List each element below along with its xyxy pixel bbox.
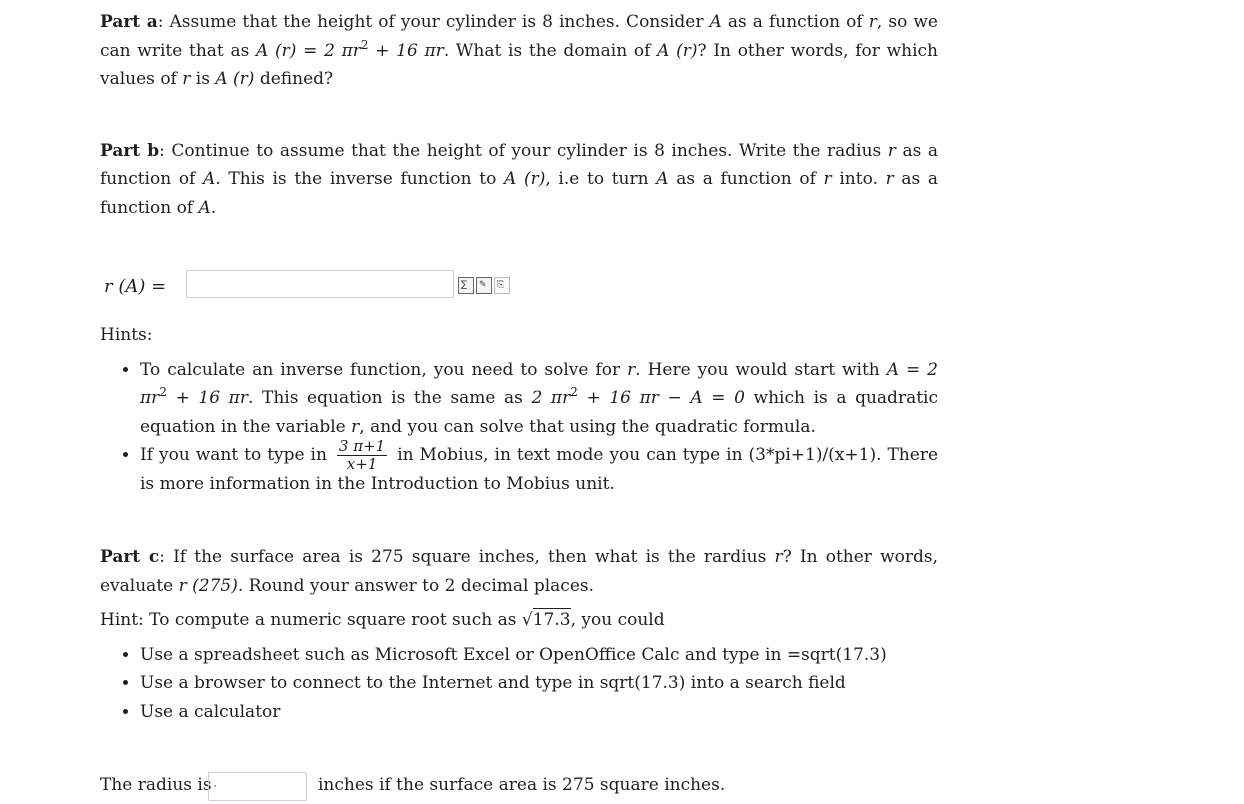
math-var: r — [823, 169, 832, 189]
math-exponent: 2 — [570, 385, 578, 399]
text-segment: . This equation is the same as — [247, 388, 532, 408]
math-expr: + 16 πr — [368, 40, 444, 61]
math-expr: A = 2 πr — [140, 359, 938, 408]
math-var: A — [203, 169, 216, 189]
text-segment: . Here you would start with — [635, 359, 887, 380]
text-segment: : If the surface area is 275 square inches, then what is the rardius — [159, 547, 775, 567]
math-expr: A (r) — [657, 40, 698, 61]
preview-icon[interactable]: ✎ — [476, 277, 492, 294]
hints-title: Hints: — [100, 325, 153, 345]
answer-row-b — [100, 270, 938, 312]
text-segment: , i.e to turn — [545, 169, 657, 189]
hints-list — [100, 356, 938, 499]
part-a-text — [100, 8, 938, 94]
final-answer-row — [100, 772, 938, 804]
text-segment: as a function of — [100, 169, 939, 218]
list-item: • Use a calculator — [140, 698, 938, 727]
answer-b-input[interactable] — [186, 270, 454, 298]
fraction-denominator: x+1 — [346, 455, 378, 473]
text-segment: If you want to type in — [140, 445, 333, 465]
list-item: • Use a spreadsheet such as Microsoft Excel or OpenOffice Calc and type in =sqrt(17.3) — [140, 641, 938, 670]
question-container — [100, 8, 938, 804]
text-segment: ? In other words, for which values of — [100, 40, 938, 89]
answer-b-label: r (A) = — [104, 276, 167, 297]
text-segment: as a function of — [100, 140, 938, 189]
math-tools — [458, 277, 510, 294]
part-c-text — [100, 543, 938, 600]
text-segment: into. — [831, 169, 886, 189]
fraction-numerator: 3 π+1 — [338, 437, 386, 455]
math-expr: r (275) — [178, 575, 238, 596]
math-var: A — [656, 169, 669, 189]
math-var: A — [709, 12, 722, 32]
text-segment: as a function of — [668, 169, 824, 189]
radius-input[interactable] — [208, 772, 307, 801]
math-exponent: 2 — [360, 37, 369, 52]
equation-editor-icon[interactable]: ∑ — [458, 277, 474, 294]
text-segment: : Assume that the height of your cylinder is 8 inches. Consider — [157, 12, 710, 32]
text-segment: . This is the inverse function to — [215, 169, 505, 189]
part-b-label: Part b — [100, 140, 160, 161]
text-segment: ? In other words, evaluate — [100, 547, 938, 596]
fraction — [337, 439, 387, 472]
hint-item-mobius — [140, 437, 939, 498]
text-segment: To calculate an inverse function, you need to solve for — [140, 359, 628, 380]
text-segment: : Continue to assume that the height of your cylinder is 8 inches. Write the radius — [159, 140, 888, 161]
sqrt-methods-list — [100, 641, 938, 727]
math-expr: + 16 πr − A = 0 — [577, 388, 745, 408]
final-answer-prefix: The radius is — [100, 775, 212, 795]
text-segment: , you could — [570, 610, 665, 630]
math-expr: A (r) — [504, 169, 546, 189]
text-segment: Hint: To compute a numeric square root such as — [100, 610, 522, 630]
text-segment: , and you can solve that using the quadratic formula. — [359, 416, 816, 437]
help-document-icon[interactable]: ⎘ — [494, 277, 510, 294]
hint-item-inverse — [140, 356, 938, 442]
math-expr: A (r) = 2 πr — [256, 40, 361, 61]
text-segment: . What is the domain of — [443, 40, 658, 61]
text-segment: , so we can write that as — [100, 12, 938, 61]
part-c-hint — [100, 606, 938, 635]
sqrt-radicand: 17.3 — [532, 610, 571, 630]
math-var: A — [198, 197, 211, 218]
list-item: • Use a browser to connect to the Internet and type in sqrt(17.3) into a search field — [140, 669, 938, 698]
text-segment: . Round your answer to 2 decimal places. — [237, 575, 595, 596]
math-var: r — [885, 169, 894, 189]
text-segment: which is a quadratic equation in the variable — [140, 388, 938, 437]
text-segment: defined? — [254, 69, 334, 89]
part-b-text — [100, 137, 938, 223]
text-segment: is — [190, 69, 216, 89]
math-expr: A (r) — [215, 69, 255, 89]
text-segment: as a function of — [721, 12, 869, 32]
math-exponent: 2 — [159, 385, 167, 399]
text-segment: . — [210, 197, 217, 218]
input-caret — [214, 785, 216, 787]
math-var: r — [774, 547, 783, 567]
math-expr: 2 πr — [531, 388, 571, 408]
final-answer-suffix: inches if the surface area is 275 square inches. — [318, 775, 726, 795]
math-expr: + 16 πr — [166, 388, 248, 408]
math-var: r — [351, 416, 360, 437]
part-a-label: Part a — [100, 12, 158, 32]
math-var: r — [887, 140, 896, 161]
part-c-label: Part c — [100, 547, 160, 567]
sqrt-expression: √17.3 — [521, 610, 571, 630]
text-segment: in Mobius, in text mode you can type in (3*pi+1)/(x+1). There is more information in the Introduction to Mobius unit. — [140, 445, 939, 494]
math-var: r — [627, 359, 636, 380]
math-var: r — [182, 69, 191, 89]
math-var: r — [868, 12, 877, 32]
